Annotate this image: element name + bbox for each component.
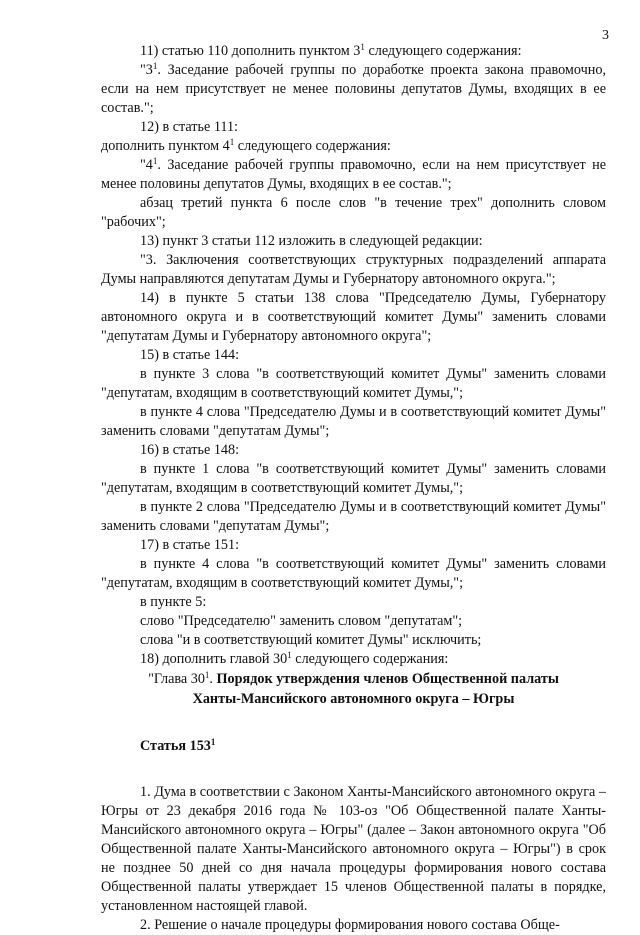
paragraph-quote-4-1: "$4^1$. Заседание рабочей группы правомочно, если на нем присутствует не менее половины депутатов Думы, входящих в ее состав.";: [101, 156, 606, 192]
paragraph-item-17-p5-a: слово "Председателю" заменить словом "депутатам";: [140, 613, 463, 629]
document-body: [101, 42, 606, 935]
paragraph-item-11: 11) статью 110 дополнить пунктом $3^1$ следующего содержания:: [140, 42, 522, 59]
page-number: 3: [602, 28, 609, 43]
paragraph-item-16-p2: в пункте 2 слова "Председателю Думы и в соответствующий комитет Думы" заменить словами "депутатам Думы";: [101, 499, 606, 534]
paragraph-item-15-p3: в пункте 3 слова "в соответствующий комитет Думы" заменить словами "депутатам, входящим в соответствующий комитет Думы,";: [101, 366, 606, 401]
paragraph-item-15-p4: в пункте 4 слова "Председателю Думы и в соответствующий комитет Думы" заменить словами "депутатам Думы";: [101, 404, 606, 439]
paragraph-item-14: 14) в пункте 5 статьи 138 слова "Председателю Думы, Губернатору автономного округа и в соответствующий комитет Думы" заменить словами "депутатам Думы и Губернатору автономного округа";: [101, 290, 606, 344]
paragraph-article-2: 2. Решение о начале процедуры формирования нового состава Обще-: [140, 917, 560, 933]
paragraph-item-17-p5-b: слова "и в соответствующий комитет Думы" исключить;: [140, 632, 482, 648]
paragraph-item-13: 13) пункт 3 статьи 112 изложить в следующей редакции:: [140, 233, 483, 249]
chapter-title-line1: Порядок утверждения членов Общественной палаты: [216, 671, 559, 687]
paragraph-item-15: 15) в статье 144:: [140, 347, 240, 363]
paragraph-item-17-p4: в пункте 4 слова "в соответствующий комитет Думы" заменить словами "депутатам, входящим в соответствующий комитет Думы,";: [101, 556, 606, 591]
paragraph-item-12: 12) в статье 111:: [140, 119, 238, 135]
paragraph-item-17: 17) в статье 151:: [140, 537, 240, 553]
paragraph-article-1: 1. Дума в соответствии с Законом Ханты-Мансийского автономного округа – Югры от 23 декабря 2016 года № 103-оз "Об Общественной палате Ханты-Мансийского автономного округа – Югры" (далее – Закон автономного округа "Об Общественной палате Ханты-Мансийского автономного округа – Югры") в срок не позднее 50 дней со дня начала процедуры формирования нового состава Общественной палаты утверждает 15 членов Общественной палаты в порядке, установленном настоящей главой.: [101, 784, 606, 914]
article-title: Статья $153^1$: [140, 737, 216, 754]
paragraph-item-18: 18) дополнить главой $30^1$ следующего содержания:: [140, 650, 449, 667]
paragraph-quote-3-1: "$3^1$. Заседание рабочей группы по доработке проекта закона правомочно, если на нем присутствует не менее половины депутатов Думы, входящих в ее состав.";: [101, 61, 606, 116]
chapter-title-line2: Ханты-Мансийского автономного округа – Югры: [192, 691, 515, 707]
paragraph-abzac-6: абзац третий пункта 6 после слов "в течение трех" дополнить словом "рабочих";: [101, 195, 606, 230]
paragraph-add-point-4-1: дополнить пунктом $4^1$ следующего содержания:: [101, 137, 391, 154]
paragraph-quote-3: "3. Заключения соответствующих структурных подразделений аппарата Думы направляются депутатам Думы и Губернатору автономного округа.";: [101, 252, 606, 287]
paragraph-item-16: 16) в статье 148:: [140, 442, 240, 458]
paragraph-item-17-p5: в пункте 5:: [140, 594, 207, 610]
paragraph-item-16-p1: в пункте 1 слова "в соответствующий комитет Думы" заменить словами "депутатам, входящим в соответствующий комитет Думы,";: [101, 461, 606, 496]
chapter-title: "Глава $30^1$. Порядок утверждения членов Общественной палаты Ханты-Мансийского автономного округа – Югры: [148, 670, 559, 707]
